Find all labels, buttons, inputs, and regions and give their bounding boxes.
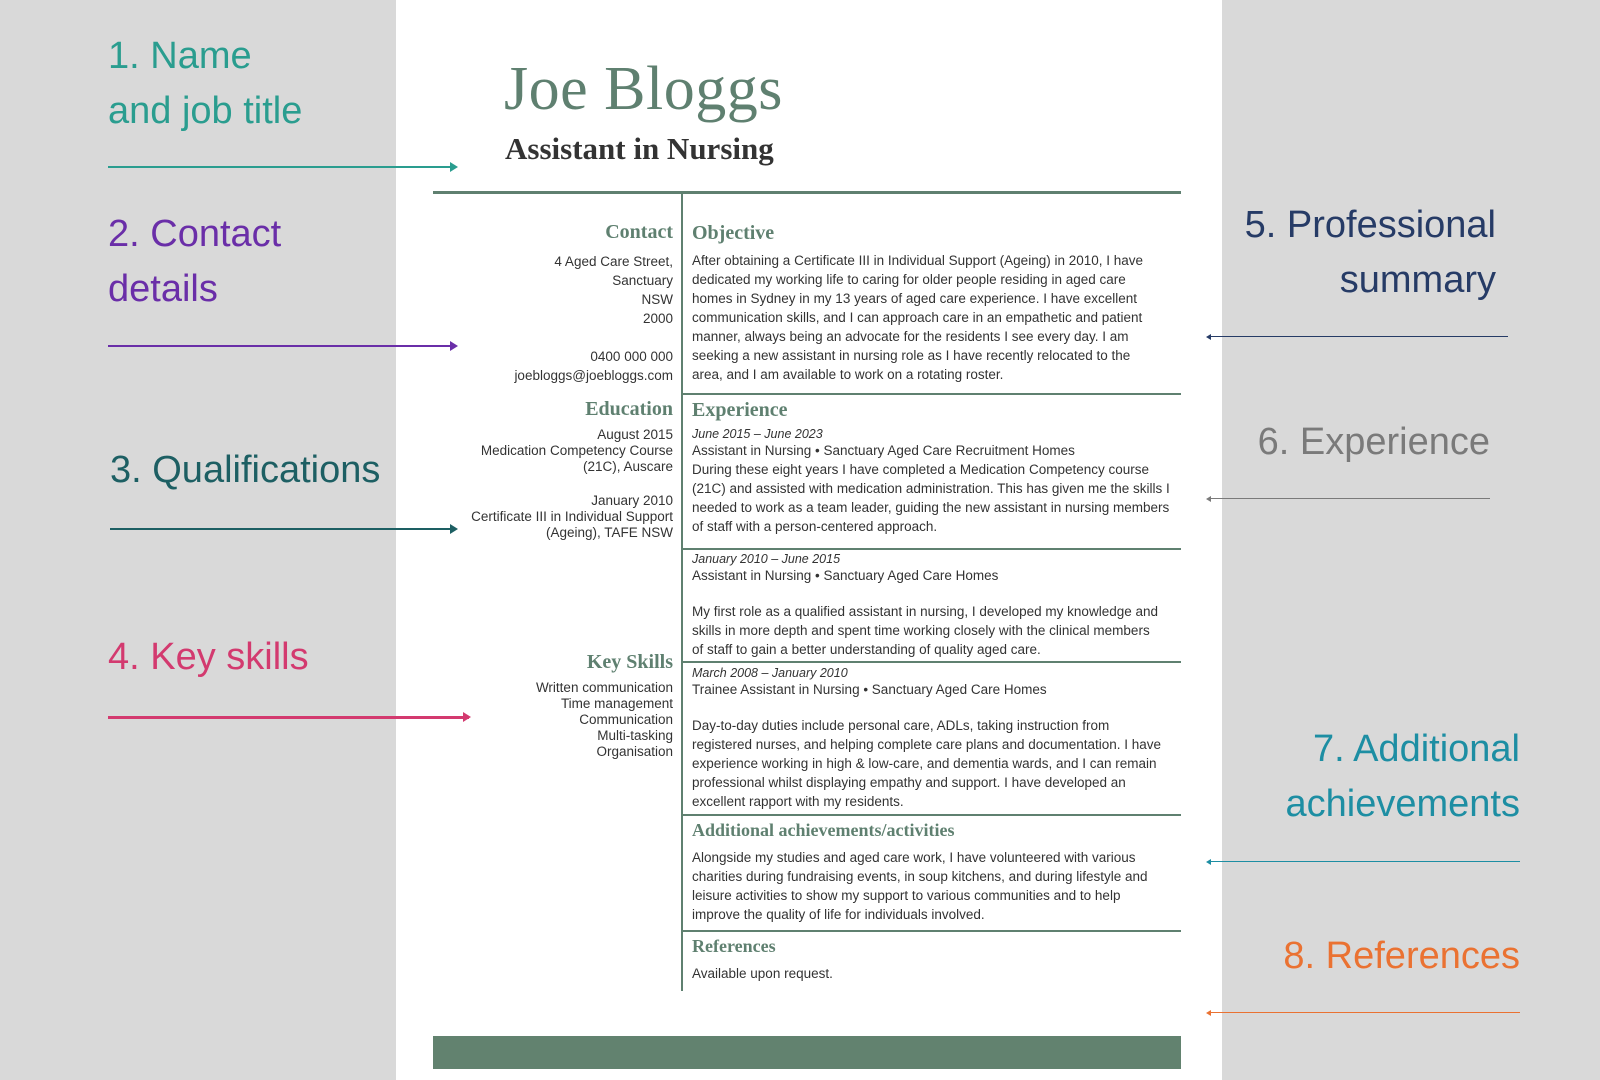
education-line: (Ageing), TAFE NSW [545,525,673,540]
arrow-contact [108,345,456,347]
job-rule [683,661,1181,663]
phone: 0400 000 000 [590,349,673,364]
annotation-line: details [108,268,218,310]
objective-text: After obtaining a Certificate III in Individual Support (Ageing) in 2010, I have dedicated my working life to caring for older people residing in aged care homes in Sydney in my 13 years of aged care experience. I have excellent communication skills, and I can approach care in an empathetic and patient manner, always being an advocate for the residents I see every day. I am seeking a new assistant in nursing role as I have recently relocated to the area, and I am available to work on a rotating roster. [692,253,1144,382]
achievements-text: Alongside my studies and aged care work, I have volunteered with various charities during fundraising events, in soup kitchens, and during lifestyle and leisure activities to show my support to various communities and to help improve the quality of life for individuals involved. [692,850,1148,922]
address-line: Sanctuary [612,273,673,288]
column-divider [681,193,683,991]
email: joebloggs@joebloggs.com [514,368,673,383]
skill-item: Written communication [535,680,673,695]
annotation-contact [108,207,281,317]
annotation-experience [1180,415,1490,470]
experience-job-3 [692,665,1182,811]
annotation-line: 3. Qualifications [110,449,381,491]
experience-section [692,401,1182,536]
job-dates: June 2015 – June 2023 [692,427,823,441]
section-rule [683,393,1181,395]
skill-item: Time management [560,696,673,711]
experience-job-2 [692,551,1182,659]
references-text: Available upon request. [692,966,833,981]
job-role: Assistant in Nursing • Sanctuary Aged Care Recruitment Homes [692,443,1075,458]
annotation-qualifications [110,443,380,498]
contact-heading: Contact [605,221,673,243]
resume-name: Joe Bloggs [504,55,783,123]
annotation-name [108,29,302,139]
education-section [430,398,673,541]
education-line: (21C), Auscare [582,459,673,474]
annotation-line: 7. Additional [1312,728,1520,770]
annotation-line: 2. Contact [108,213,282,255]
education-date: August 2015 [597,427,673,442]
references-heading: References [692,936,776,956]
annotation-line: 4. Key skills [108,636,309,678]
arrow-skills [108,716,469,719]
section-rule [683,814,1181,816]
annotation-line: and job title [108,90,303,132]
address-line: NSW [641,292,673,307]
section-rule [683,930,1181,932]
annotation-line: summary [1339,259,1496,301]
references-section [692,937,1182,983]
arrow-references [1208,1012,1520,1013]
arrow-qualifications [110,528,456,530]
arrow-experience [1208,498,1490,499]
annotation-line: achievements [1285,783,1520,825]
annotation-references [1180,929,1520,984]
job-description: Day-to-day duties include personal care, ADLs, taking instruction from registered nurses, and helping complete care plans and documentation. I have experience working in high & low-care, and dementia wards, and I can remain professional whilst displaying empathy and support. I have developed an excellent rapport with my residents. [692,718,1162,809]
skill-item: Organisation [596,744,673,759]
job-dates: March 2008 – January 2010 [692,666,848,680]
job-role: Trainee Assistant in Nursing • Sanctuary Aged Care Homes [692,682,1047,697]
skill-item: Multi-tasking [597,728,673,743]
objective-heading: Objective [692,222,775,244]
header-rule [433,191,1181,194]
resume-job-title: Assistant in Nursing [505,131,774,166]
arrow-name [108,166,456,168]
education-date: January 2010 [591,493,673,508]
achievements-section [692,821,1182,924]
objective-section [692,224,1182,384]
footer-bar [433,1036,1181,1069]
annotation-line: 5. Professional [1244,204,1496,246]
annotation-summary [1180,198,1496,308]
job-rule [683,548,1181,550]
annotation-line: 1. Name [108,35,252,77]
education-heading: Education [585,398,673,420]
address-line: 4 Aged Care Street, [554,254,673,269]
experience-heading: Experience [692,399,788,421]
achievements-heading: Additional achievements/activities [692,820,955,840]
annotation-line: 6. Experience [1257,421,1490,463]
annotation-skills [108,630,309,685]
job-description: My first role as a qualified assistant in nursing, I developed my knowledge and skills in more depth and spent time working closely with the clinical members of staff to gain a better understanding of quality aged care. [692,604,1159,657]
annotation-line: 8. References [1283,935,1520,977]
skills-section [430,651,673,760]
contact-section [430,221,673,385]
skill-item: Communication [579,712,673,727]
education-line: Certificate III in Individual Support [471,509,673,524]
address-line: 2000 [642,311,673,326]
job-dates: January 2010 – June 2015 [692,552,841,566]
skills-heading: Key Skills [586,651,673,673]
job-description: During these eight years I have completed a Medication Competency course (21C) and assisted with medication administration. This has given me the skills I needed to work as a team leader, guiding the new assistant in nursing members of staff with a person-centered approach. [692,462,1170,534]
arrow-achievements [1208,861,1520,862]
job-role: Assistant in Nursing • Sanctuary Aged Care Homes [692,568,999,583]
annotation-achievements [1180,722,1520,832]
arrow-summary [1208,336,1508,337]
education-line: Medication Competency Course [480,443,673,458]
